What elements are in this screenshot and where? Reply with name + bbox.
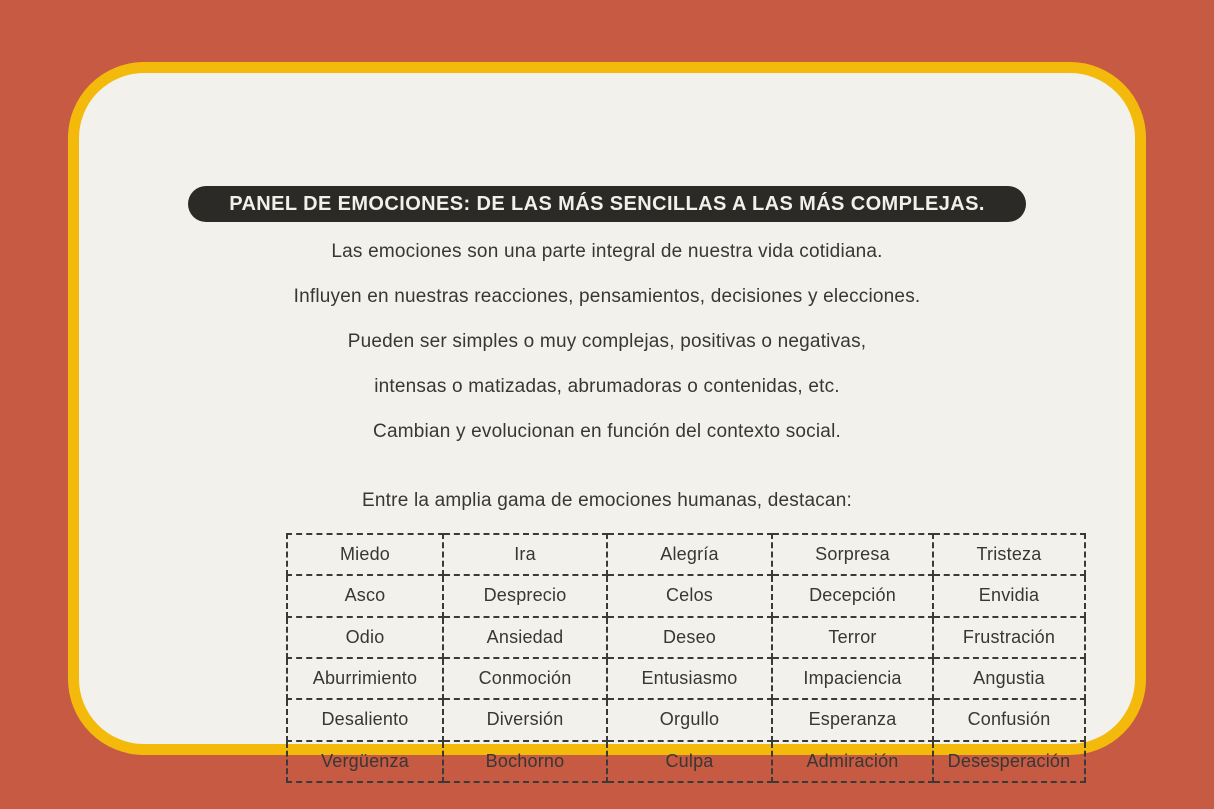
emotion-cell: Bochorno: [443, 741, 607, 782]
emotions-card: [68, 62, 1146, 771]
table-row: [287, 699, 1085, 740]
table-row: [287, 741, 1085, 782]
intro-line: Pueden ser simples o muy complejas, positivas o negativas,: [347, 331, 867, 352]
table-intro-line: Entre la amplia gama de emociones humanas, destacan:: [362, 490, 852, 511]
emotion-cell: Envidia: [933, 575, 1085, 616]
emotion-cell: Miedo: [287, 534, 443, 575]
emotion-cell: Diversión: [443, 699, 607, 740]
emotions-table: [286, 533, 1086, 783]
emotion-cell: Sorpresa: [772, 534, 933, 575]
emotion-cell: Ansiedad: [443, 617, 607, 658]
intro-line: Influyen en nuestras reacciones, pensamientos, decisiones y elecciones.: [293, 286, 921, 307]
emotion-cell: Alegría: [607, 534, 772, 575]
emotion-cell: Deseo: [607, 617, 772, 658]
emotion-cell: Celos: [607, 575, 772, 616]
table-row: [287, 575, 1085, 616]
emotion-cell: Vergüenza: [287, 741, 443, 782]
emotion-cell: Desaliento: [287, 699, 443, 740]
emotion-cell: Entusiasmo: [607, 658, 772, 699]
emotion-cell: Tristeza: [933, 534, 1085, 575]
emotion-cell: Decepción: [772, 575, 933, 616]
emotion-cell: Terror: [772, 617, 933, 658]
intro-line: Cambian y evolucionan en función del contexto social.: [373, 421, 841, 442]
emotion-cell: Esperanza: [772, 699, 933, 740]
emotion-cell: Culpa: [607, 741, 772, 782]
emotion-cell: Asco: [287, 575, 443, 616]
table-row: [287, 658, 1085, 699]
emotion-cell: Aburrimiento: [287, 658, 443, 699]
table-row: [287, 534, 1085, 575]
emotion-cell: Admiración: [772, 741, 933, 782]
table-row: [287, 617, 1085, 658]
emotion-cell: Impaciencia: [772, 658, 933, 699]
emotion-cell: Desprecio: [443, 575, 607, 616]
emotion-cell: Confusión: [933, 699, 1085, 740]
emotion-cell: Odio: [287, 617, 443, 658]
emotion-cell: Orgullo: [607, 699, 772, 740]
intro-line: intensas o matizadas, abrumadoras o contenidas, etc.: [374, 376, 840, 397]
emotion-cell: Desesperación: [933, 741, 1085, 782]
intro-line: Las emociones son una parte integral de nuestra vida cotidiana.: [331, 241, 883, 262]
intro-text: [169, 229, 1045, 454]
emotion-cell: Frustración: [933, 617, 1085, 658]
emotion-cell: Conmoción: [443, 658, 607, 699]
page-title: PANEL DE EMOCIONES: DE LAS MÁS SENCILLAS A LAS MÁS COMPLEJAS.: [229, 192, 985, 215]
emotion-cell: Ira: [443, 534, 607, 575]
title-pill: [188, 186, 1026, 222]
emotion-cell: Angustia: [933, 658, 1085, 699]
